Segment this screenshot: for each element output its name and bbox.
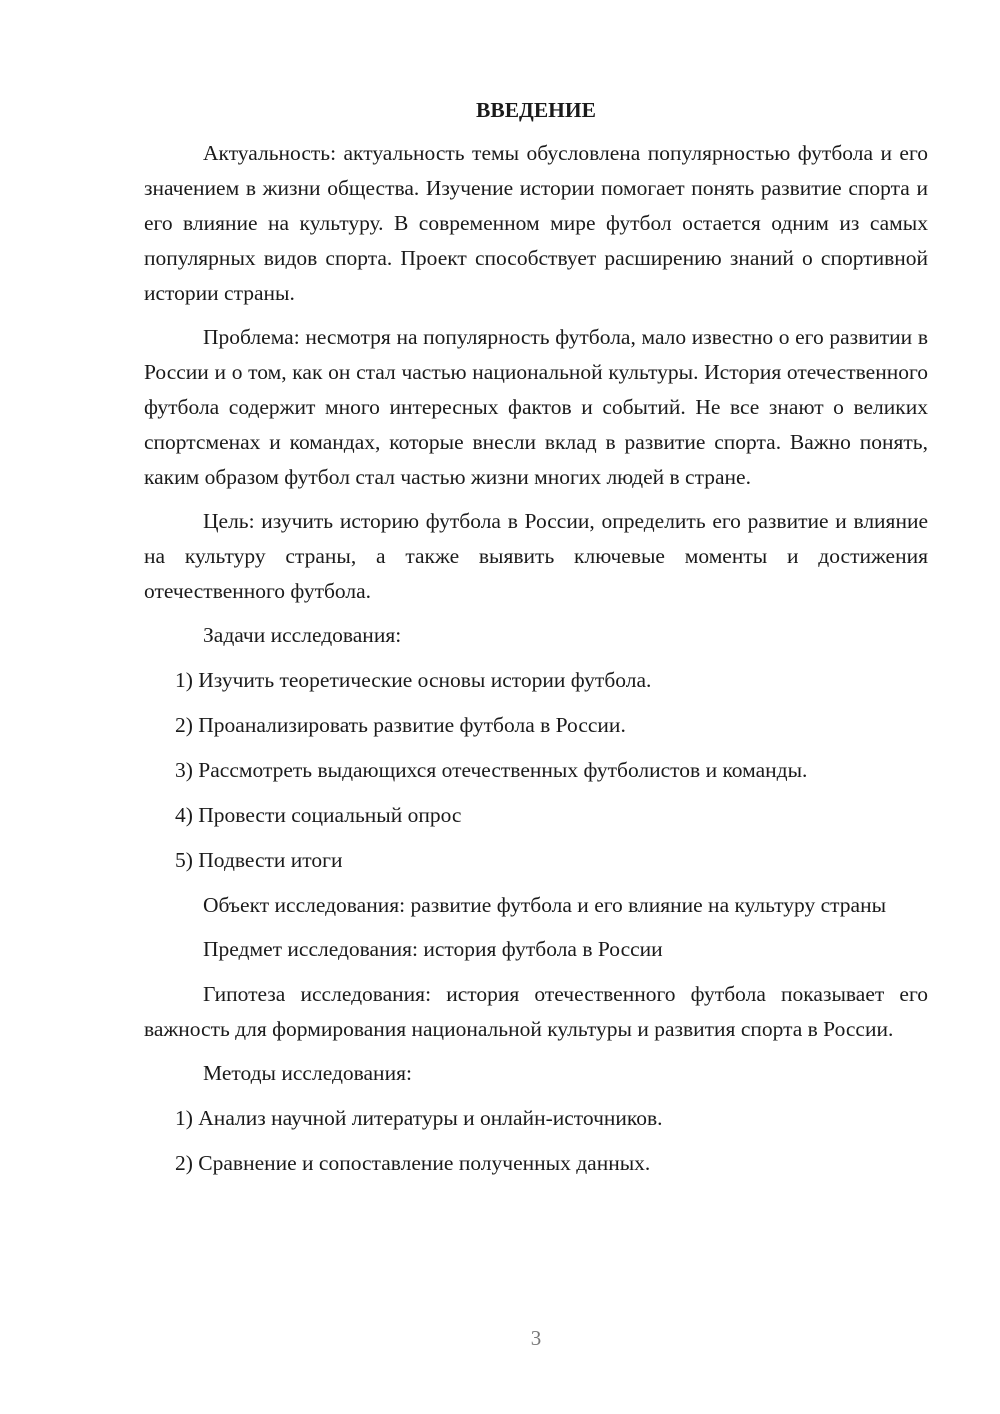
list-item: 2) Сравнение и сопоставление полученных данных.	[175, 1151, 651, 1175]
list-item: 2) Проанализировать развитие футбола в России.	[175, 713, 626, 737]
tasks-list	[144, 663, 928, 878]
list-item: 3) Рассмотреть выдающихся отечественных футболистов и команды.	[175, 758, 808, 782]
methods-heading: Методы исследования:	[203, 1061, 412, 1085]
object-paragraph: Объект исследования: развитие футбола и его влияние на культуру страны	[203, 893, 887, 917]
list-item: 5) Подвести итоги	[175, 848, 343, 872]
subject-paragraph: Предмет исследования: история футбола в России	[203, 937, 663, 961]
relevance-paragraph: Актуальность: актуальность темы обусловлена популярностью футбола и его значением в жизни общества. Изучение истории помогает понять развитие спорта и его влияние на культуру. В современном мире футбол остается одним из самых популярных видов спорта. Проект способствует расширению знаний о спортивной истории страны.	[144, 141, 928, 305]
page-number: 3	[530, 1326, 542, 1350]
goal-paragraph: Цель: изучить историю футбола в России, определить его развитие и влияние на культуру страны, а также выявить ключевые моменты и достижения отечественного футбола.	[144, 509, 928, 603]
tasks-heading: Задачи исследования:	[203, 623, 402, 647]
methods-list	[144, 1101, 928, 1181]
hypothesis-paragraph: Гипотеза исследования: история отечественного футбола показывает его важность для формирования национальной культуры и развития спорта в России.	[144, 982, 928, 1041]
problem-paragraph: Проблема: несмотря на популярность футбола, мало известно о его развитии в России и о том, как он стал частью национальной культуры. История отечественного футбола содержит много интересных фактов и событий. Не все знают о великих спортсменах и командах, которые внесли вклад в развитие спорта. Важно понять, каким образом футбол стал частью жизни многих людей в стране.	[144, 325, 928, 489]
section-title: ВВЕДЕНИЕ	[476, 98, 596, 122]
document-page	[144, 92, 928, 1191]
list-item: 1) Изучить теоретические основы истории футбола.	[175, 668, 652, 692]
list-item: 4) Провести социальный опрос	[175, 803, 462, 827]
list-item: 1) Анализ научной литературы и онлайн-источников.	[175, 1106, 663, 1130]
